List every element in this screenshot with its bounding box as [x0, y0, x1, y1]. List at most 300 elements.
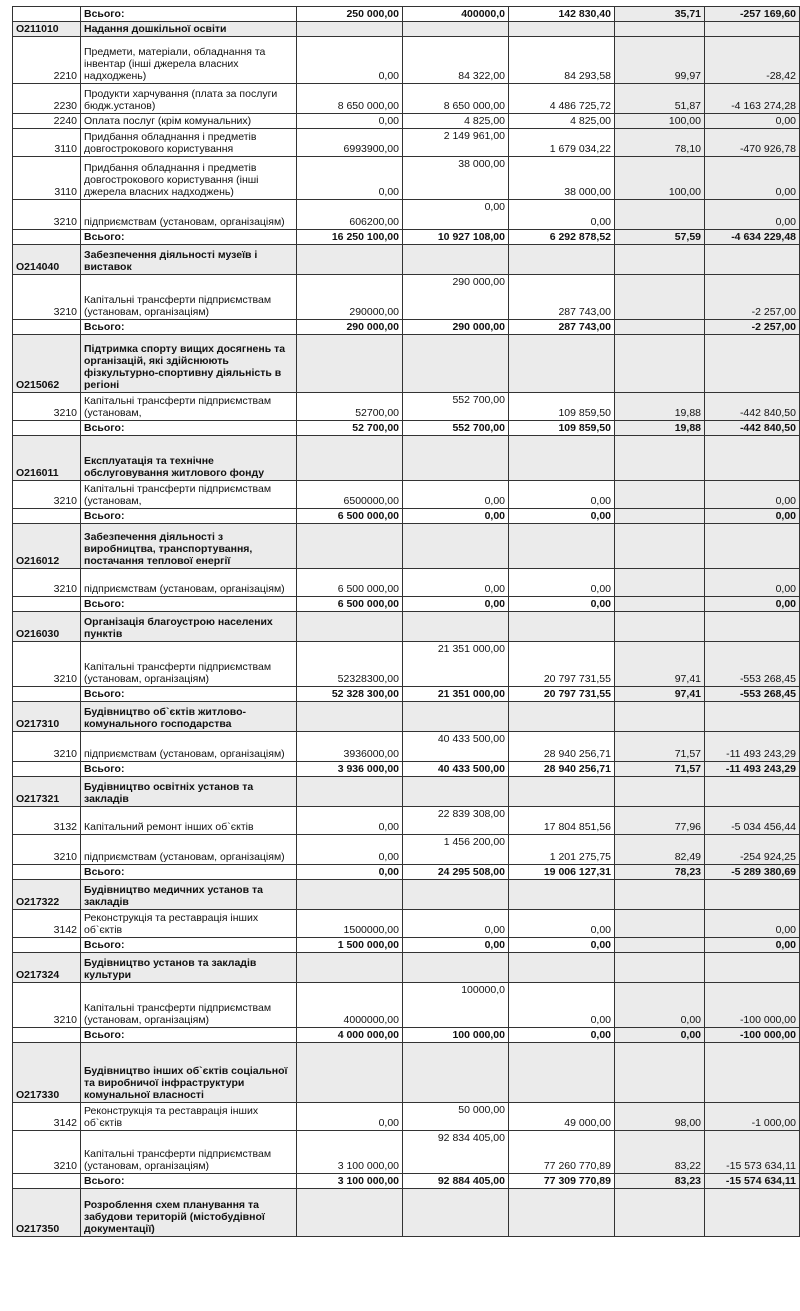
total-label: Всього: — [81, 230, 297, 245]
empty-cell — [403, 1189, 509, 1237]
actual-amount: 20 797 731,55 — [509, 642, 615, 687]
percent-cell — [615, 320, 705, 335]
item-name: Капітальні трансферти підприємствам (установам, — [81, 481, 297, 509]
budget-item-row — [13, 200, 800, 230]
actual-amount: 4 486 725,72 — [509, 84, 615, 114]
budget-item-row — [13, 835, 800, 865]
empty-cell — [615, 777, 705, 807]
kekv-code: 3142 — [13, 1103, 81, 1131]
program-name: Організація благоустрою населених пунктів — [81, 612, 297, 642]
planned-amount: 92 884 405,00 — [403, 1174, 509, 1189]
actual-amount: 142 830,40 — [509, 7, 615, 22]
approved-amount: 16 250 100,00 — [297, 230, 403, 245]
deviation-cell: -5 034 456,44 — [705, 807, 800, 835]
item-name: Предмети, матеріали, обладнання та інвентар (інші джерела власних надходжень) — [81, 37, 297, 84]
percent-cell — [615, 597, 705, 612]
deviation-cell: -100 000,00 — [705, 983, 800, 1028]
planned-amount: 10 927 108,00 — [403, 230, 509, 245]
deviation-cell: 0,00 — [705, 157, 800, 200]
program-name: Будівництво освітніх установ та закладів — [81, 777, 297, 807]
kekv-code: 3210 — [13, 393, 81, 421]
kekv-code: 3110 — [13, 157, 81, 200]
empty-cell — [403, 524, 509, 569]
total-label: Всього: — [81, 938, 297, 953]
program-code: О217350 — [13, 1189, 81, 1237]
approved-amount: 52 700,00 — [297, 421, 403, 436]
total-row — [13, 687, 800, 702]
empty-cell — [297, 953, 403, 983]
approved-amount: 3 100 000,00 — [297, 1174, 403, 1189]
kekv-code: 3210 — [13, 200, 81, 230]
empty-cell — [615, 702, 705, 732]
program-header-row — [13, 880, 800, 910]
empty-cell — [297, 612, 403, 642]
empty-cell — [403, 702, 509, 732]
empty-cell — [403, 245, 509, 275]
empty-cell — [297, 702, 403, 732]
kekv-code: 3210 — [13, 481, 81, 509]
actual-amount: 28 940 256,71 — [509, 732, 615, 762]
item-name: Капітальні трансферти підприємствам (установам, організаціям) — [81, 642, 297, 687]
deviation-cell: -4 634 229,48 — [705, 230, 800, 245]
budget-item-row — [13, 393, 800, 421]
planned-amount: 290 000,00 — [403, 275, 509, 320]
total-label: Всього: — [81, 865, 297, 880]
total-row — [13, 865, 800, 880]
planned-amount: 0,00 — [403, 910, 509, 938]
item-name: Придбання обладнання і предметів довгострокового користування (інші джерела власних надходжень) — [81, 157, 297, 200]
empty-cell — [615, 524, 705, 569]
budget-item-row — [13, 1103, 800, 1131]
budget-item-row — [13, 807, 800, 835]
approved-amount: 3 936 000,00 — [297, 762, 403, 777]
deviation-cell: -11 493 243,29 — [705, 762, 800, 777]
deviation-cell: -553 268,45 — [705, 642, 800, 687]
approved-amount: 0,00 — [297, 865, 403, 880]
actual-amount: 0,00 — [509, 481, 615, 509]
empty-cell — [615, 436, 705, 481]
total-row — [13, 509, 800, 524]
empty-cell — [509, 22, 615, 37]
percent-cell: 71,57 — [615, 732, 705, 762]
empty-cell — [705, 953, 800, 983]
approved-amount: 6 500 000,00 — [297, 597, 403, 612]
budget-item-row — [13, 114, 800, 129]
percent-cell: 0,00 — [615, 1028, 705, 1043]
actual-amount: 17 804 851,56 — [509, 807, 615, 835]
approved-amount: 0,00 — [297, 1103, 403, 1131]
item-name: Придбання обладнання і предметів довгострокового користування — [81, 129, 297, 157]
percent-cell: 0,00 — [615, 983, 705, 1028]
actual-amount: 287 743,00 — [509, 275, 615, 320]
program-code: О214040 — [13, 245, 81, 275]
kekv-code: 2230 — [13, 84, 81, 114]
planned-amount: 100 000,00 — [403, 1028, 509, 1043]
program-name: Забезпечення діяльності музеїв і виставок — [81, 245, 297, 275]
program-header-row — [13, 22, 800, 37]
empty-cell — [403, 436, 509, 481]
kekv-code: 3210 — [13, 1131, 81, 1174]
deviation-cell: -553 268,45 — [705, 687, 800, 702]
program-header-row — [13, 245, 800, 275]
actual-amount: 0,00 — [509, 910, 615, 938]
program-header-row — [13, 702, 800, 732]
percent-cell: 99,97 — [615, 37, 705, 84]
program-name: Забезпечення діяльності з виробництва, транспортування, постачання теплової енергії — [81, 524, 297, 569]
program-code: О217324 — [13, 953, 81, 983]
actual-amount: 0,00 — [509, 509, 615, 524]
program-code: О217321 — [13, 777, 81, 807]
budget-item-row — [13, 910, 800, 938]
total-row — [13, 320, 800, 335]
deviation-cell: -2 257,00 — [705, 275, 800, 320]
kekv-code — [13, 7, 81, 22]
empty-cell — [297, 22, 403, 37]
empty-cell — [297, 1189, 403, 1237]
percent-cell: 35,71 — [615, 7, 705, 22]
planned-amount: 21 351 000,00 — [403, 642, 509, 687]
percent-cell: 19,88 — [615, 421, 705, 436]
actual-amount: 38 000,00 — [509, 157, 615, 200]
budget-item-row — [13, 157, 800, 200]
kekv-code — [13, 762, 81, 777]
empty-cell — [705, 436, 800, 481]
program-code: О216011 — [13, 436, 81, 481]
approved-amount: 0,00 — [297, 114, 403, 129]
budget-table — [12, 6, 800, 1237]
kekv-code: 3210 — [13, 569, 81, 597]
empty-cell — [509, 335, 615, 393]
empty-cell — [297, 245, 403, 275]
percent-cell: 51,87 — [615, 84, 705, 114]
approved-amount: 0,00 — [297, 37, 403, 84]
deviation-cell: -442 840,50 — [705, 421, 800, 436]
empty-cell — [705, 880, 800, 910]
program-name: Розроблення схем планування та забудови територій (містобудівної документації) — [81, 1189, 297, 1237]
program-code: О217310 — [13, 702, 81, 732]
deviation-cell: -2 257,00 — [705, 320, 800, 335]
kekv-code: 3210 — [13, 732, 81, 762]
empty-cell — [297, 880, 403, 910]
program-code: О216012 — [13, 524, 81, 569]
kekv-code: 3110 — [13, 129, 81, 157]
program-code: О216030 — [13, 612, 81, 642]
program-name: Будівництво інших об`єктів соціальної та виробничої інфраструктури комунальної власності — [81, 1043, 297, 1103]
kekv-code — [13, 1174, 81, 1189]
kekv-code: 3210 — [13, 642, 81, 687]
empty-cell — [615, 22, 705, 37]
actual-amount: 1 679 034,22 — [509, 129, 615, 157]
deviation-cell: -11 493 243,29 — [705, 732, 800, 762]
planned-amount: 40 433 500,00 — [403, 732, 509, 762]
actual-amount: 0,00 — [509, 200, 615, 230]
empty-cell — [509, 612, 615, 642]
kekv-code — [13, 230, 81, 245]
empty-cell — [403, 777, 509, 807]
percent-cell — [615, 275, 705, 320]
empty-cell — [615, 1043, 705, 1103]
approved-amount: 606200,00 — [297, 200, 403, 230]
program-header-row — [13, 953, 800, 983]
total-label: Всього: — [81, 421, 297, 436]
budget-table-body — [13, 7, 800, 1237]
empty-cell — [705, 1189, 800, 1237]
program-code: О217330 — [13, 1043, 81, 1103]
deviation-cell: -254 924,25 — [705, 835, 800, 865]
kekv-code — [13, 597, 81, 612]
percent-cell: 71,57 — [615, 762, 705, 777]
item-name: Продукти харчування (плата за послуги бюдж.установ) — [81, 84, 297, 114]
total-label: Всього: — [81, 762, 297, 777]
percent-cell: 78,23 — [615, 865, 705, 880]
approved-amount: 0,00 — [297, 835, 403, 865]
actual-amount: 19 006 127,31 — [509, 865, 615, 880]
planned-amount: 22 839 308,00 — [403, 807, 509, 835]
budget-item-row — [13, 275, 800, 320]
deviation-cell: 0,00 — [705, 910, 800, 938]
program-code: О215062 — [13, 335, 81, 393]
item-name: Капітальні трансферти підприємствам (установам, організаціям) — [81, 983, 297, 1028]
percent-cell — [615, 569, 705, 597]
planned-amount: 50 000,00 — [403, 1103, 509, 1131]
program-name: Будівництво об`єктів житлово-комунального господарства — [81, 702, 297, 732]
kekv-code: 3210 — [13, 983, 81, 1028]
total-row — [13, 1028, 800, 1043]
empty-cell — [615, 245, 705, 275]
percent-cell: 78,10 — [615, 129, 705, 157]
actual-amount: 109 859,50 — [509, 393, 615, 421]
total-label: Всього: — [81, 509, 297, 524]
planned-amount: 92 834 405,00 — [403, 1131, 509, 1174]
empty-cell — [705, 777, 800, 807]
total-label: Всього: — [81, 1174, 297, 1189]
deviation-cell: -442 840,50 — [705, 393, 800, 421]
empty-cell — [403, 22, 509, 37]
planned-amount: 84 322,00 — [403, 37, 509, 84]
planned-amount: 0,00 — [403, 509, 509, 524]
program-header-row — [13, 777, 800, 807]
empty-cell — [297, 335, 403, 393]
percent-cell: 83,23 — [615, 1174, 705, 1189]
deviation-cell: -28,42 — [705, 37, 800, 84]
planned-amount: 0,00 — [403, 569, 509, 597]
planned-amount: 2 149 961,00 — [403, 129, 509, 157]
planned-amount: 8 650 000,00 — [403, 84, 509, 114]
item-name: підприємствам (установам, організаціям) — [81, 732, 297, 762]
actual-amount: 28 940 256,71 — [509, 762, 615, 777]
approved-amount: 0,00 — [297, 807, 403, 835]
percent-cell: 83,22 — [615, 1131, 705, 1174]
program-name: Будівництво установ та закладів культури — [81, 953, 297, 983]
approved-amount: 1500000,00 — [297, 910, 403, 938]
kekv-code: 3210 — [13, 275, 81, 320]
approved-amount: 8 650 000,00 — [297, 84, 403, 114]
item-name: Реконструкція та реставрація інших об`єктів — [81, 910, 297, 938]
program-name: Будівництво медичних установ та закладів — [81, 880, 297, 910]
budget-item-row — [13, 37, 800, 84]
deviation-cell: 0,00 — [705, 114, 800, 129]
item-name: Оплата послуг (крім комунальних) — [81, 114, 297, 129]
percent-cell — [615, 910, 705, 938]
empty-cell — [705, 335, 800, 393]
approved-amount: 3936000,00 — [297, 732, 403, 762]
deviation-cell: -15 573 634,11 — [705, 1131, 800, 1174]
approved-amount: 290000,00 — [297, 275, 403, 320]
program-header-row — [13, 436, 800, 481]
empty-cell — [615, 612, 705, 642]
empty-cell — [509, 777, 615, 807]
deviation-cell: 0,00 — [705, 569, 800, 597]
approved-amount: 4000000,00 — [297, 983, 403, 1028]
percent-cell — [615, 481, 705, 509]
item-name: підприємствам (установам, організаціям) — [81, 200, 297, 230]
deviation-cell: 0,00 — [705, 200, 800, 230]
program-name: Експлуатація та технічне обслуговування житлового фонду — [81, 436, 297, 481]
planned-amount: 0,00 — [403, 200, 509, 230]
approved-amount: 290 000,00 — [297, 320, 403, 335]
total-row — [13, 1174, 800, 1189]
total-label: Всього: — [81, 597, 297, 612]
planned-amount: 0,00 — [403, 938, 509, 953]
kekv-code — [13, 421, 81, 436]
deviation-cell: -470 926,78 — [705, 129, 800, 157]
budget-item-row — [13, 129, 800, 157]
total-row — [13, 230, 800, 245]
empty-cell — [509, 702, 615, 732]
deviation-cell: 0,00 — [705, 938, 800, 953]
total-row — [13, 762, 800, 777]
planned-amount: 290 000,00 — [403, 320, 509, 335]
budget-item-row — [13, 732, 800, 762]
empty-cell — [297, 1043, 403, 1103]
empty-cell — [297, 777, 403, 807]
planned-amount: 400000,0 — [403, 7, 509, 22]
actual-amount: 4 825,00 — [509, 114, 615, 129]
actual-amount: 0,00 — [509, 983, 615, 1028]
percent-cell: 77,96 — [615, 807, 705, 835]
empty-cell — [403, 1043, 509, 1103]
deviation-cell: 0,00 — [705, 509, 800, 524]
total-row — [13, 938, 800, 953]
empty-cell — [509, 953, 615, 983]
actual-amount: 20 797 731,55 — [509, 687, 615, 702]
kekv-code — [13, 938, 81, 953]
kekv-code: 3132 — [13, 807, 81, 835]
total-label: Всього: — [81, 320, 297, 335]
planned-amount: 1 456 200,00 — [403, 835, 509, 865]
empty-cell — [297, 524, 403, 569]
actual-amount: 0,00 — [509, 597, 615, 612]
kekv-code — [13, 509, 81, 524]
empty-cell — [615, 1189, 705, 1237]
empty-cell — [705, 702, 800, 732]
percent-cell: 97,41 — [615, 687, 705, 702]
budget-item-row — [13, 84, 800, 114]
budget-item-row — [13, 569, 800, 597]
budget-item-row — [13, 1131, 800, 1174]
planned-amount: 4 825,00 — [403, 114, 509, 129]
empty-cell — [509, 880, 615, 910]
planned-amount: 40 433 500,00 — [403, 762, 509, 777]
approved-amount: 52 328 300,00 — [297, 687, 403, 702]
deviation-cell: 0,00 — [705, 597, 800, 612]
empty-cell — [705, 524, 800, 569]
planned-amount: 38 000,00 — [403, 157, 509, 200]
empty-cell — [509, 524, 615, 569]
planned-amount: 100000,0 — [403, 983, 509, 1028]
approved-amount: 4 000 000,00 — [297, 1028, 403, 1043]
actual-amount: 0,00 — [509, 938, 615, 953]
program-name: Надання дошкільної освіти — [81, 22, 297, 37]
empty-cell — [615, 880, 705, 910]
item-name: підприємствам (установам, організаціям) — [81, 835, 297, 865]
percent-cell — [615, 200, 705, 230]
empty-cell — [705, 22, 800, 37]
program-header-row — [13, 524, 800, 569]
empty-cell — [297, 436, 403, 481]
total-row — [13, 7, 800, 22]
kekv-code — [13, 865, 81, 880]
kekv-code: 3142 — [13, 910, 81, 938]
total-row — [13, 421, 800, 436]
planned-amount: 0,00 — [403, 481, 509, 509]
program-header-row — [13, 1189, 800, 1237]
deviation-cell: -4 163 274,28 — [705, 84, 800, 114]
percent-cell: 100,00 — [615, 114, 705, 129]
empty-cell — [509, 436, 615, 481]
planned-amount: 0,00 — [403, 597, 509, 612]
empty-cell — [509, 1043, 615, 1103]
empty-cell — [403, 880, 509, 910]
approved-amount: 6 500 000,00 — [297, 509, 403, 524]
budget-item-row — [13, 642, 800, 687]
budget-item-row — [13, 481, 800, 509]
empty-cell — [509, 1189, 615, 1237]
deviation-cell: -100 000,00 — [705, 1028, 800, 1043]
kekv-code — [13, 1028, 81, 1043]
kekv-code: 2240 — [13, 114, 81, 129]
planned-amount: 552 700,00 — [403, 393, 509, 421]
kekv-code — [13, 320, 81, 335]
actual-amount: 6 292 878,52 — [509, 230, 615, 245]
program-code: О211010 — [13, 22, 81, 37]
item-name: Капітальні трансферти підприємствам (установам, організаціям) — [81, 1131, 297, 1174]
budget-item-row — [13, 983, 800, 1028]
actual-amount: 77 260 770,89 — [509, 1131, 615, 1174]
approved-amount: 6500000,00 — [297, 481, 403, 509]
item-name: Капітальний ремонт інших об`єктів — [81, 807, 297, 835]
item-name: підприємствам (установам, організаціям) — [81, 569, 297, 597]
percent-cell — [615, 509, 705, 524]
approved-amount: 250 000,00 — [297, 7, 403, 22]
actual-amount: 287 743,00 — [509, 320, 615, 335]
empty-cell — [705, 612, 800, 642]
empty-cell — [403, 335, 509, 393]
item-name: Капітальні трансферти підприємствам (установам, — [81, 393, 297, 421]
total-row — [13, 597, 800, 612]
deviation-cell: -257 169,60 — [705, 7, 800, 22]
deviation-cell: -1 000,00 — [705, 1103, 800, 1131]
empty-cell — [403, 953, 509, 983]
actual-amount: 109 859,50 — [509, 421, 615, 436]
percent-cell: 100,00 — [615, 157, 705, 200]
deviation-cell: 0,00 — [705, 481, 800, 509]
item-name: Капітальні трансферти підприємствам (установам, організаціям) — [81, 275, 297, 320]
percent-cell: 97,41 — [615, 642, 705, 687]
actual-amount: 77 309 770,89 — [509, 1174, 615, 1189]
empty-cell — [615, 953, 705, 983]
approved-amount: 6993900,00 — [297, 129, 403, 157]
